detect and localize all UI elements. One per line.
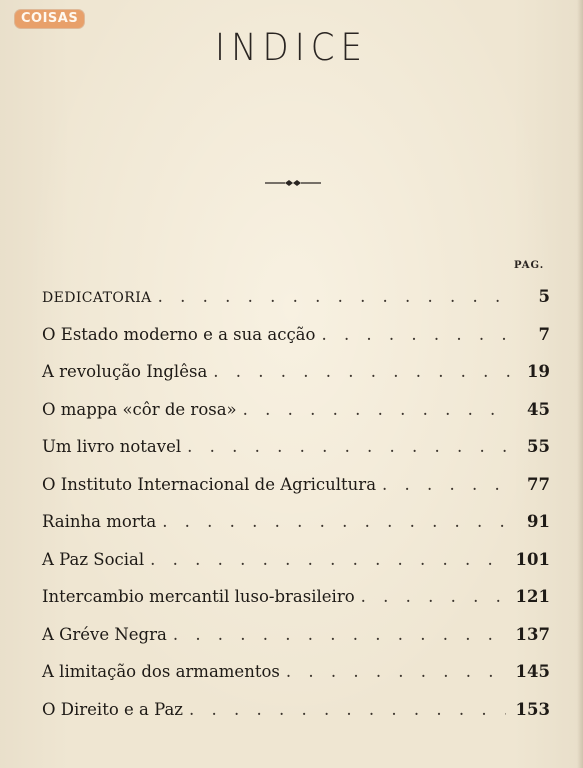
toc-entry-page: 19 [527, 362, 550, 381]
toc-entry-title: A Gréve Negra [42, 624, 167, 644]
dot-leader [321, 325, 514, 344]
page-column-label: PAG. [514, 260, 545, 271]
toc-entry-page: 7 [538, 324, 550, 344]
toc-entry[interactable] [42, 325, 550, 363]
dot-leader [187, 437, 514, 456]
toc-entry-title: O Estado moderno e a sua acção [42, 324, 316, 344]
toc-entry-title: DEDICATORIA [42, 290, 152, 306]
toc-entry-title: A revolução Inglêsa [42, 362, 208, 381]
toc-entry[interactable] [42, 437, 550, 475]
dot-leader [158, 287, 514, 306]
toc-entry[interactable] [42, 662, 550, 700]
toc-entry[interactable] [42, 550, 550, 588]
toc-entry-title: O Direito e a Paz [42, 699, 183, 719]
page-edge-shadow [577, 0, 583, 768]
dot-leader [361, 587, 506, 606]
toc-entry-title: Intercambio mercantil luso-brasileiro [42, 587, 355, 606]
dot-leader [173, 625, 506, 644]
dot-leader [382, 475, 514, 494]
toc-entry-page: 145 [515, 662, 550, 681]
toc-entry-page: 77 [527, 474, 550, 494]
dot-leader [150, 550, 505, 569]
dot-leader [213, 362, 514, 381]
page-title: INDICE [215, 26, 368, 70]
toc-entry-page: 91 [527, 512, 550, 531]
dot-leader [189, 700, 506, 719]
divider-ornament [263, 178, 323, 188]
toc-entry-title: A Paz Social [42, 549, 145, 569]
dot-leader [286, 662, 506, 681]
toc-entry-title: O mappa «côr de rosa» [42, 399, 237, 419]
toc-entry[interactable] [42, 362, 550, 400]
table-of-contents [42, 287, 550, 737]
toc-entry-page: 55 [527, 437, 550, 456]
toc-entry-title: A limitação dos armamentos [42, 662, 280, 681]
toc-entry[interactable] [42, 400, 550, 438]
toc-entry[interactable] [42, 587, 550, 625]
toc-entry[interactable] [42, 625, 550, 663]
toc-entry[interactable] [42, 700, 550, 738]
toc-entry[interactable] [42, 512, 550, 550]
toc-entry-page: 137 [515, 624, 550, 644]
toc-entry-page: 153 [515, 699, 550, 719]
toc-entry-page: 121 [515, 587, 550, 606]
toc-entry[interactable] [42, 287, 550, 325]
dot-leader [162, 512, 514, 531]
toc-entry[interactable] [42, 475, 550, 513]
toc-entry-title: Rainha morta [42, 512, 157, 531]
toc-entry-title: O Instituto Internacional de Agricultura [42, 474, 377, 494]
dot-leader [243, 400, 514, 419]
toc-entry-page: 101 [515, 549, 550, 569]
watermark-logo: COISAS [15, 10, 84, 28]
toc-entry-title: Um livro notavel [42, 437, 182, 456]
toc-entry-page: 5 [538, 287, 550, 306]
toc-entry-page: 45 [527, 399, 550, 419]
